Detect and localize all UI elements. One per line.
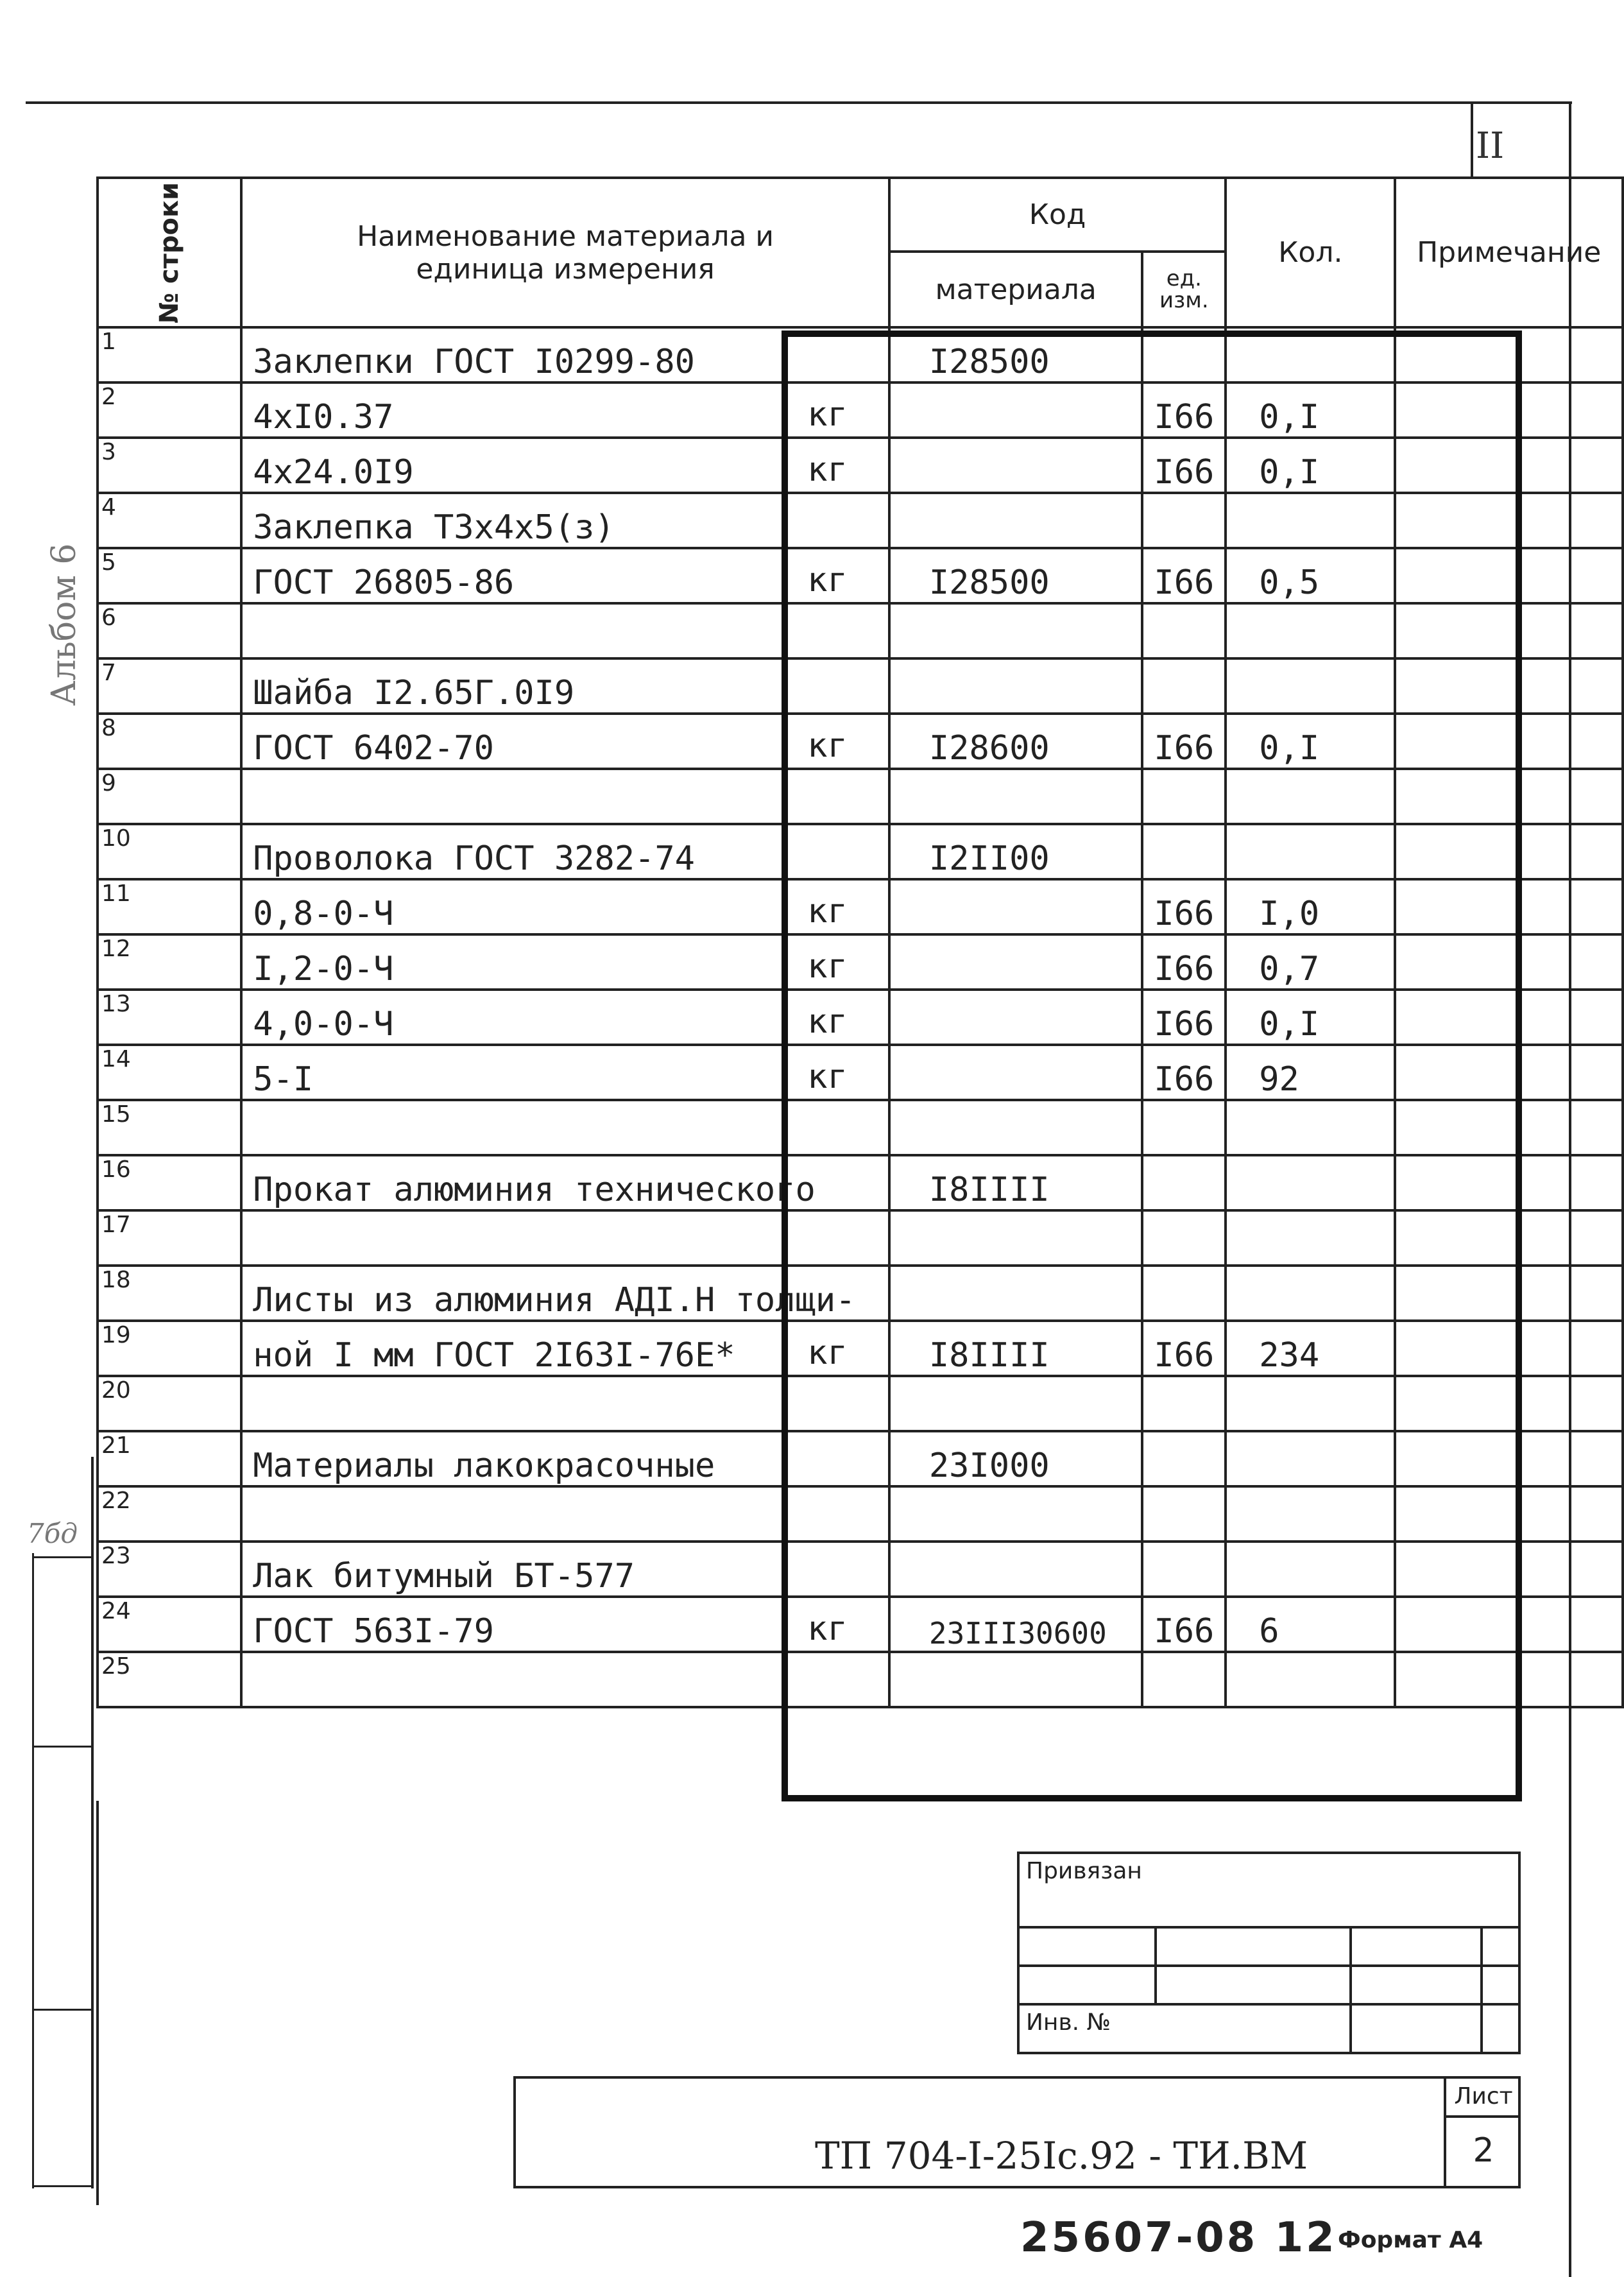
table-row	[98, 1542, 1623, 1597]
material-name-text: Листы из алюминия АДI.Н толщи-	[253, 1281, 856, 1319]
table-row	[98, 1376, 1623, 1431]
quantity	[1226, 1542, 1395, 1597]
row-number: 13	[98, 990, 241, 1045]
unit-code	[1142, 824, 1226, 879]
row-number: 21	[98, 1431, 241, 1486]
row-number: 24	[98, 1597, 241, 1652]
note	[1395, 714, 1623, 769]
attached-label: Привязан	[1018, 1853, 1519, 1927]
note	[1395, 934, 1623, 990]
note	[1395, 824, 1623, 879]
material-name-text: Шайба I2.65Г.0I9	[253, 674, 575, 712]
album-stamp-number: 7бд	[27, 1518, 78, 1549]
table-row	[98, 1266, 1623, 1321]
material-name-text: Заклепка Т3х4х5(з)	[253, 508, 615, 547]
row-number: 2	[98, 382, 241, 438]
quantity	[1226, 1266, 1395, 1321]
note	[1395, 1155, 1623, 1210]
material-code	[889, 658, 1143, 714]
note	[1395, 769, 1623, 824]
unit-code	[1142, 1542, 1226, 1597]
quantity: 92	[1226, 1045, 1395, 1100]
inventory-label: Инв. №	[1018, 2004, 1351, 2053]
material-code	[889, 1045, 1143, 1100]
table-row	[98, 1652, 1623, 1707]
material-code: I8IIII	[889, 1321, 1143, 1376]
material-name	[241, 493, 889, 548]
unit-code: I66	[1142, 438, 1226, 493]
row-number: 14	[98, 1045, 241, 1100]
material-name-header: Наименование материала и единица измерения	[241, 178, 889, 327]
material-code: I28500	[889, 327, 1143, 382]
row-number: 4	[98, 493, 241, 548]
note	[1395, 1542, 1623, 1597]
table-row	[98, 1431, 1623, 1486]
row-number: 10	[98, 824, 241, 879]
note	[1395, 1486, 1623, 1542]
unit-code	[1142, 1652, 1226, 1707]
table-row	[98, 658, 1623, 714]
row-number: 17	[98, 1210, 241, 1266]
unit-label: кг	[807, 395, 848, 434]
unit-label: кг	[807, 451, 848, 489]
note	[1395, 990, 1623, 1045]
material-name-text: 4,0-0-Ч	[253, 1005, 394, 1044]
unit-label: кг	[807, 947, 848, 986]
note	[1395, 1652, 1623, 1707]
note	[1395, 658, 1623, 714]
unit-code	[1142, 493, 1226, 548]
material-name-text: ГОСТ 6402-70	[253, 729, 494, 768]
quantity	[1226, 769, 1395, 824]
attached-block	[1017, 1852, 1521, 2054]
note	[1395, 438, 1623, 493]
table-row	[98, 493, 1623, 548]
row-number: 5	[98, 548, 241, 603]
material-name	[241, 714, 889, 769]
unit-code	[1142, 1486, 1226, 1542]
material-name-text: Лак битумный БТ-577	[253, 1557, 635, 1595]
note	[1395, 1100, 1623, 1155]
table-row	[98, 548, 1623, 603]
material-code: 23I000	[889, 1431, 1143, 1486]
row-number: 16	[98, 1155, 241, 1210]
left-stamp-h3	[32, 2009, 93, 2011]
table-row	[98, 879, 1623, 934]
material-name	[241, 382, 889, 438]
material-name	[241, 603, 889, 658]
row-number: 1	[98, 327, 241, 382]
album-stamp: Альбом 6	[45, 543, 83, 706]
unit-code: I66	[1142, 382, 1226, 438]
unit-label: кг	[807, 892, 848, 931]
material-name-text: ной I мм ГОСТ 2I63I-76Е*	[253, 1336, 735, 1375]
material-name	[241, 1100, 889, 1155]
material-name	[241, 438, 889, 493]
row-number: 8	[98, 714, 241, 769]
material-code	[889, 603, 1143, 658]
note-header: Примечание	[1395, 178, 1623, 327]
unit-label: кг	[807, 1002, 848, 1041]
material-code	[889, 1542, 1143, 1597]
quantity	[1226, 603, 1395, 658]
material-code	[889, 1210, 1143, 1266]
unit-code	[1142, 327, 1226, 382]
material-name	[241, 1542, 889, 1597]
quantity: 6	[1226, 1597, 1395, 1652]
code-header: Код	[889, 178, 1226, 252]
material-code: I28500	[889, 548, 1143, 603]
row-number: 3	[98, 438, 241, 493]
table-row	[98, 1155, 1623, 1210]
note	[1395, 603, 1623, 658]
left-stamp-h2	[32, 1746, 93, 1748]
table-row	[98, 990, 1623, 1045]
material-code	[889, 769, 1143, 824]
table-row	[98, 714, 1623, 769]
quantity	[1226, 327, 1395, 382]
document-code: ТП 704-I-25Iс.92 - ТИ.ВМ	[815, 2134, 1308, 2178]
material-code	[889, 879, 1143, 934]
quantity	[1226, 658, 1395, 714]
row-number: 22	[98, 1486, 241, 1542]
unit-code: I66	[1142, 548, 1226, 603]
material-name	[241, 1266, 889, 1321]
left-margin-line	[91, 1457, 94, 2188]
material-name	[241, 1486, 889, 1542]
left-stamp-h4	[32, 2185, 93, 2187]
material-name	[241, 327, 889, 382]
table-row	[98, 382, 1623, 438]
note	[1395, 1376, 1623, 1431]
material-code	[889, 990, 1143, 1045]
material-name-text: Проволока ГОСТ 3282-74	[253, 839, 695, 878]
quantity-header: Кол.	[1226, 178, 1395, 327]
material-code: I28600	[889, 714, 1143, 769]
unit-code: I66	[1142, 1045, 1226, 1100]
note	[1395, 548, 1623, 603]
row-number: 19	[98, 1321, 241, 1376]
table-row	[98, 603, 1623, 658]
material-name	[241, 1597, 889, 1652]
note	[1395, 1431, 1623, 1486]
quantity: 0,I	[1226, 714, 1395, 769]
unit-code	[1142, 658, 1226, 714]
unit-code: I66	[1142, 990, 1226, 1045]
unit-code	[1142, 769, 1226, 824]
unit-code	[1142, 1210, 1226, 1266]
table-row	[98, 1210, 1623, 1266]
material-name-text: 5-I	[253, 1060, 314, 1099]
material-name	[241, 1155, 889, 1210]
material-name	[241, 990, 889, 1045]
unit-code	[1142, 603, 1226, 658]
unit-label: кг	[807, 1058, 848, 1096]
unit-code: I66	[1142, 714, 1226, 769]
quantity: 0,I	[1226, 438, 1395, 493]
quantity	[1226, 1431, 1395, 1486]
corner-divider	[1471, 101, 1473, 178]
left-stamp-line	[32, 1553, 34, 2188]
material-name-text: ГОСТ 26805-86	[253, 563, 515, 602]
material-code: 23III30600	[889, 1597, 1143, 1652]
material-name	[241, 1652, 889, 1707]
table-row	[98, 1045, 1623, 1100]
table-row	[98, 1321, 1623, 1376]
table-row	[98, 934, 1623, 990]
unit-code: I66	[1142, 934, 1226, 990]
note	[1395, 382, 1623, 438]
material-name-text: 0,8-0-Ч	[253, 895, 394, 933]
unit-code-header: ед. изм.	[1142, 252, 1226, 327]
material-name	[241, 769, 889, 824]
material-name	[241, 1431, 889, 1486]
note	[1395, 1266, 1623, 1321]
table-row	[98, 1486, 1623, 1542]
row-number: 12	[98, 934, 241, 990]
material-code	[889, 1376, 1143, 1431]
material-code	[889, 1100, 1143, 1155]
material-name	[241, 1321, 889, 1376]
row-number-header: № строки	[98, 178, 241, 327]
sheet-number: 2	[1444, 2115, 1521, 2186]
material-name	[241, 548, 889, 603]
material-name	[241, 1376, 889, 1431]
material-code	[889, 1486, 1143, 1542]
row-number: 6	[98, 603, 241, 658]
material-name-text: I,2-0-Ч	[253, 950, 394, 988]
quantity: I,0	[1226, 879, 1395, 934]
note	[1395, 327, 1623, 382]
material-code	[889, 438, 1143, 493]
table-row	[98, 1597, 1623, 1652]
material-name	[241, 934, 889, 990]
material-name-text: Прокат алюминия технического	[253, 1171, 816, 1209]
left-stamp-h1	[32, 1556, 93, 1558]
table-left-extension	[96, 1801, 99, 2205]
unit-code: I66	[1142, 879, 1226, 934]
material-code: I2II00	[889, 824, 1143, 879]
material-name-text: 4хI0.37	[253, 398, 394, 436]
material-code	[889, 382, 1143, 438]
sheet-label: Лист	[1444, 2078, 1521, 2118]
row-number: 23	[98, 1542, 241, 1597]
quantity	[1226, 1652, 1395, 1707]
corner-page-number: II	[1476, 125, 1505, 167]
archive-number: 25607-08 12	[1020, 2214, 1337, 2262]
material-name-text: Материалы лакокрасочные	[253, 1447, 715, 1485]
quantity	[1226, 1210, 1395, 1266]
unit-label: кг	[807, 726, 848, 765]
material-name	[241, 1045, 889, 1100]
unit-label: кг	[807, 561, 848, 599]
top-border	[26, 101, 1572, 104]
unit-code	[1142, 1155, 1226, 1210]
row-number: 20	[98, 1376, 241, 1431]
unit-label: кг	[807, 1610, 848, 1648]
unit-code	[1142, 1266, 1226, 1321]
row-number: 25	[98, 1652, 241, 1707]
table-row	[98, 1100, 1623, 1155]
material-name-text: ГОСТ 563I-79	[253, 1612, 494, 1651]
unit-label: кг	[807, 1334, 848, 1372]
materials-table	[96, 176, 1624, 1708]
quantity: 0,5	[1226, 548, 1395, 603]
quantity: 0,7	[1226, 934, 1395, 990]
row-number: 11	[98, 879, 241, 934]
material-name	[241, 824, 889, 879]
quantity: 0,I	[1226, 382, 1395, 438]
material-code	[889, 1266, 1143, 1321]
note	[1395, 493, 1623, 548]
note	[1395, 1210, 1623, 1266]
material-name-text: Заклепки ГОСТ I0299-80	[253, 343, 695, 381]
quantity	[1226, 1100, 1395, 1155]
format-label: Формат А4	[1338, 2227, 1483, 2253]
note	[1395, 1321, 1623, 1376]
quantity	[1226, 1155, 1395, 1210]
table-row	[98, 824, 1623, 879]
quantity: 0,I	[1226, 990, 1395, 1045]
row-number: 18	[98, 1266, 241, 1321]
note	[1395, 879, 1623, 934]
quantity	[1226, 493, 1395, 548]
unit-code	[1142, 1100, 1226, 1155]
unit-code	[1142, 1376, 1226, 1431]
table-row	[98, 438, 1623, 493]
table-row	[98, 769, 1623, 824]
quantity	[1226, 824, 1395, 879]
material-name	[241, 879, 889, 934]
material-name	[241, 1210, 889, 1266]
material-code-header: материала	[889, 252, 1143, 327]
unit-code	[1142, 1431, 1226, 1486]
row-number: 9	[98, 769, 241, 824]
note	[1395, 1045, 1623, 1100]
table-row	[98, 327, 1623, 382]
quantity	[1226, 1376, 1395, 1431]
material-code	[889, 934, 1143, 990]
material-name-text: 4х24.0I9	[253, 453, 414, 492]
unit-code: I66	[1142, 1597, 1226, 1652]
quantity	[1226, 1486, 1395, 1542]
material-code: I8IIII	[889, 1155, 1143, 1210]
quantity: 234	[1226, 1321, 1395, 1376]
row-number: 15	[98, 1100, 241, 1155]
material-code	[889, 493, 1143, 548]
material-code	[889, 1652, 1143, 1707]
unit-code: I66	[1142, 1321, 1226, 1376]
material-name	[241, 658, 889, 714]
row-number: 7	[98, 658, 241, 714]
note	[1395, 1597, 1623, 1652]
